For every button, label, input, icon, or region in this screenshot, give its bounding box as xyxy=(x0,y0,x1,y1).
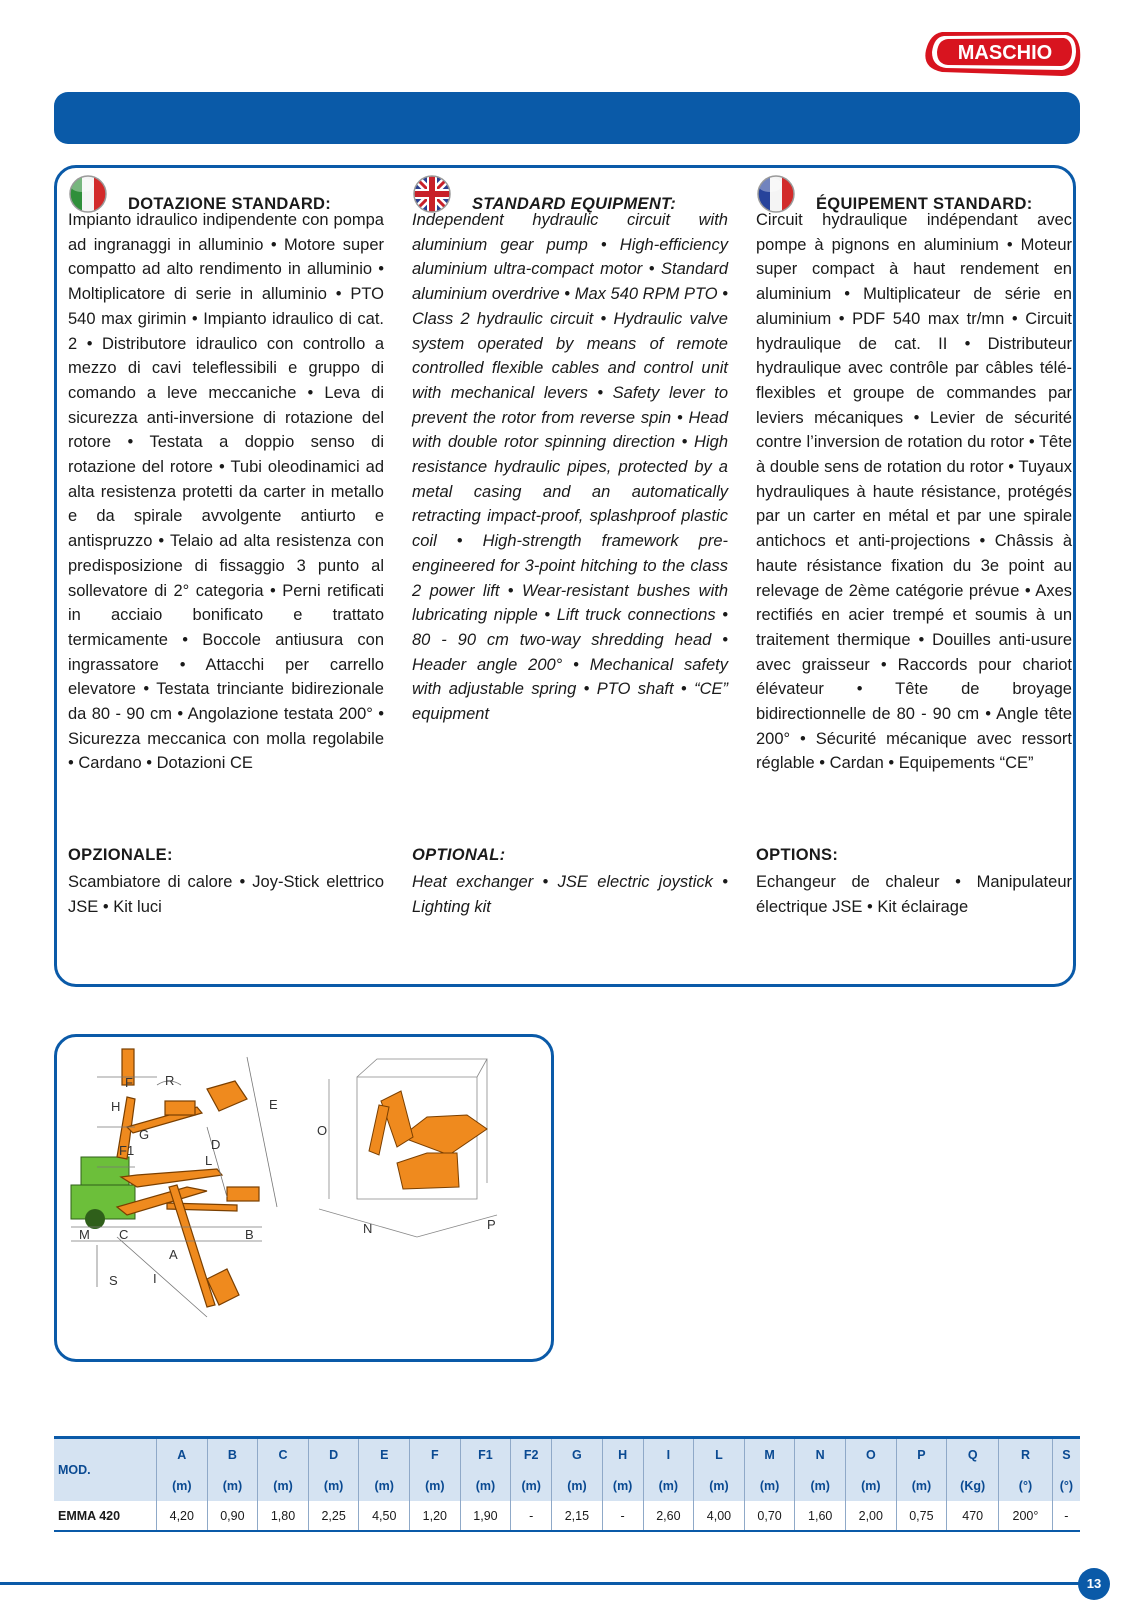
table-cell: 0,75 xyxy=(896,1501,947,1531)
box-view-drawing xyxy=(319,1059,497,1237)
table-cell: - xyxy=(1052,1501,1080,1531)
column-unit: (m) xyxy=(846,1470,897,1501)
column-french xyxy=(756,174,1072,916)
dimension-label-f1: F1 xyxy=(119,1143,135,1158)
column-header-h: H xyxy=(602,1438,643,1471)
dimension-label-b: B xyxy=(245,1227,254,1242)
optional-title: OPZIONALE: xyxy=(68,846,173,864)
section-title: DOTAZIONE STANDARD: xyxy=(128,195,332,213)
dimension-label-f: F xyxy=(125,1075,133,1090)
column-unit: (m) xyxy=(359,1470,410,1501)
column-unit: (m) xyxy=(552,1470,603,1501)
column-unit: (m) xyxy=(460,1470,511,1501)
logo-text: MASCHIO xyxy=(957,42,1053,64)
tractor-drawing xyxy=(71,1157,135,1229)
dimension-label-e: E xyxy=(269,1097,278,1112)
optional-body: Echangeur de chaleur • Manipulateur électrique JSE • Kit éclairage xyxy=(756,873,1072,916)
table-header-row xyxy=(54,1438,1080,1471)
optional-title: OPTIONAL: xyxy=(412,846,506,864)
table-cell: 4,50 xyxy=(359,1501,410,1531)
column-unit: (m) xyxy=(511,1470,552,1501)
table-cell: 4,20 xyxy=(157,1501,208,1531)
model-name: EMMA 420 xyxy=(54,1501,157,1531)
page-number: 13 xyxy=(1078,1568,1110,1600)
table-cell: 2,60 xyxy=(643,1501,694,1531)
table-cell: - xyxy=(511,1501,552,1531)
column-unit: (m) xyxy=(744,1470,795,1501)
optional-body: Scambiatore di calore • Joy-Stick elettrico JSE • Kit luci xyxy=(68,873,384,916)
table-cell: 1,60 xyxy=(795,1501,846,1531)
column-header-d: D xyxy=(308,1438,359,1471)
specifications-table xyxy=(54,1436,1080,1532)
dimension-label-c: C xyxy=(119,1227,129,1242)
arm-drawing xyxy=(117,1049,259,1307)
table-cell: 2,25 xyxy=(308,1501,359,1531)
column-unit: (m) xyxy=(602,1470,643,1501)
table-cell: 0,70 xyxy=(744,1501,795,1531)
column-english xyxy=(412,174,728,916)
dimension-label-l: L xyxy=(205,1153,213,1168)
dimension-diagram xyxy=(57,1037,551,1359)
column-header-n: N xyxy=(795,1438,846,1471)
section-body: Circuit hydraulique indépendant avec pompe à pignons en aluminium • Moteur super compact à haut rendement en aluminium • Multiplicateur de série en aluminium • PDF 540 max tr/mn • Circuit hydraulique de cat. II • Distributeur hydraulique avec contrôle par câbles télé-flexibles et groupe de commandes par leviers mécaniques • Levier de sécurité contre l’inversion de rotation du rotor • Tête à double sens de rotation du rotor • Tuyaux hydrauliques à haute résistance, protégés par un carter en métal et par une spirale antichocs et anti-projections • Châssis à haute résistance fixation du 3e point au relevage de 2ème catégorie prévue • Axes rectifiés en acier trempé et soumis à un traitement thermique • Douilles anti-usure avec graisseur • Raccords pour chariot élévateur • Tête de broyage bidirectionnelle de 80 - 90 cm • Angle tête 200° • Sécurité mécanique avec ressort réglable • Cardan • Equipements “CE” xyxy=(756,211,1072,773)
column-italian xyxy=(68,174,384,916)
column-header-c: C xyxy=(258,1438,309,1471)
section-title: STANDARD EQUIPMENT: xyxy=(472,195,676,213)
table-cell: 1,80 xyxy=(258,1501,309,1531)
dimension-label-r: R xyxy=(165,1073,175,1088)
column-header-r: R xyxy=(999,1438,1053,1471)
dimension-label-n: N xyxy=(363,1221,373,1236)
column-header-f: F xyxy=(410,1438,461,1471)
uk-flag-icon xyxy=(412,174,452,214)
column-unit: (°) xyxy=(999,1470,1053,1501)
table-cell: 4,00 xyxy=(694,1501,745,1531)
table-cell: 1,90 xyxy=(460,1501,511,1531)
column-header-o: O xyxy=(846,1438,897,1471)
column-unit: (Kg) xyxy=(947,1470,999,1501)
model-header: MOD. xyxy=(54,1438,157,1502)
column-header-q: Q xyxy=(947,1438,999,1471)
column-unit: (m) xyxy=(643,1470,694,1501)
header-bar xyxy=(54,92,1080,144)
table-cell: 2,15 xyxy=(552,1501,603,1531)
column-header-b: B xyxy=(207,1438,258,1471)
column-header-g: G xyxy=(552,1438,603,1471)
column-unit: (m) xyxy=(694,1470,745,1501)
france-flag-icon xyxy=(756,174,796,214)
table-cell: 1,20 xyxy=(410,1501,461,1531)
dimension-label-p: P xyxy=(487,1217,496,1232)
column-unit: (m) xyxy=(258,1470,309,1501)
table-units-row xyxy=(54,1470,1080,1501)
column-unit: (m) xyxy=(157,1470,208,1501)
table-cell: 2,00 xyxy=(846,1501,897,1531)
column-header-e: E xyxy=(359,1438,410,1471)
dimension-label-m: M xyxy=(79,1227,90,1242)
column-unit: (m) xyxy=(308,1470,359,1501)
column-header-i: I xyxy=(643,1438,694,1471)
column-unit: (m) xyxy=(410,1470,461,1501)
column-unit: (m) xyxy=(795,1470,846,1501)
column-header-p: P xyxy=(896,1438,947,1471)
table-cell: 0,90 xyxy=(207,1501,258,1531)
dimension-label-h: H xyxy=(111,1099,121,1114)
optional-title: OPTIONS: xyxy=(756,846,839,864)
column-unit: (m) xyxy=(207,1470,258,1501)
optional-body: Heat exchanger • JSE electric joystick • Lighting kit xyxy=(412,873,728,916)
table-cell: 470 xyxy=(947,1501,999,1531)
column-unit: (°) xyxy=(1052,1470,1080,1501)
dimension-diagram-box xyxy=(54,1034,554,1362)
dimension-label-o: O xyxy=(317,1123,328,1138)
column-header-s: S xyxy=(1052,1438,1080,1471)
section-title: ÉQUIPEMENT STANDARD: xyxy=(816,195,1033,213)
maschio-logo xyxy=(922,22,1084,80)
column-header-m: M xyxy=(744,1438,795,1471)
dimension-label-a: A xyxy=(169,1247,178,1262)
dimension-label-g: G xyxy=(139,1127,150,1142)
column-header-a: A xyxy=(157,1438,208,1471)
column-header-f1: F1 xyxy=(460,1438,511,1471)
dimension-label-s: S xyxy=(109,1273,118,1288)
italy-flag-icon xyxy=(68,174,108,214)
section-body: Independent hydraulic circuit with aluminium gear pump • High-efficiency aluminium ultra-compact motor • Standard aluminium overdrive • Max 540 RPM PTO • Class 2 hydraulic circuit • Hydraulic valve system operated by means of remote controlled flexible cables and control unit with mechanical levers • Safety lever to prevent the rotor from reverse spin • Head with double rotor spinning direction • High resistance hydraulic pipes, protected by a metal casing and an automatically retracting impact-proof, splashproof plastic coil • High-strength framework pre-engineered for 3-point hitching to the class 2 power lift • Wear-resistant bushes with lubricating nipple • Lift truck connections • 80 - 90 cm two-way shredding head • Header angle 200° • Mechanical safety with adjustable spring • PTO shaft • “CE” equipment xyxy=(412,211,728,724)
column-header-l: L xyxy=(694,1438,745,1471)
footer-line xyxy=(0,1582,1084,1585)
section-body: Impianto idraulico indipendente con pompa ad ingranaggi in alluminio • Motore super compatto ad alto rendimento in alluminio • Moltiplicatore di serie in alluminio • PTO 540 max girimin • Impianto idraulico di cat. 2 • Distributore idraulico con controllo a mezzo di cavi teleflessibili e gruppo di comando a leve meccaniche • Leva di sicurezza anti-inversione di rotazione del rotore • Testata a doppio senso di rotazione del rotore • Tubi oleodinamici ad alta resistenza protetti da carter in metallo e da spirale avvolgente antiurto e antispruzzo • Telaio ad alta resistenza con predisposizione di fissaggio 3 punto al sollevatore di 2° categoria • Perni retificati in acciaio bonificato e trattato termicamente • Boccole antiusura con ingrassatore • Attacchi per carrello elevatore • Testata trinciante bidirezionale da 80 - 90 cm • Angolazione testata 200° • Sicurezza meccanica con molla regolabile • Cardano • Dotazioni CE xyxy=(68,211,384,773)
table-cell: 200° xyxy=(999,1501,1053,1531)
dimension-label-d: D xyxy=(211,1137,221,1152)
dimension-label-i: I xyxy=(153,1271,157,1286)
column-header-f2: F2 xyxy=(511,1438,552,1471)
column-unit: (m) xyxy=(896,1470,947,1501)
table-cell: - xyxy=(602,1501,643,1531)
table-row xyxy=(54,1501,1080,1531)
